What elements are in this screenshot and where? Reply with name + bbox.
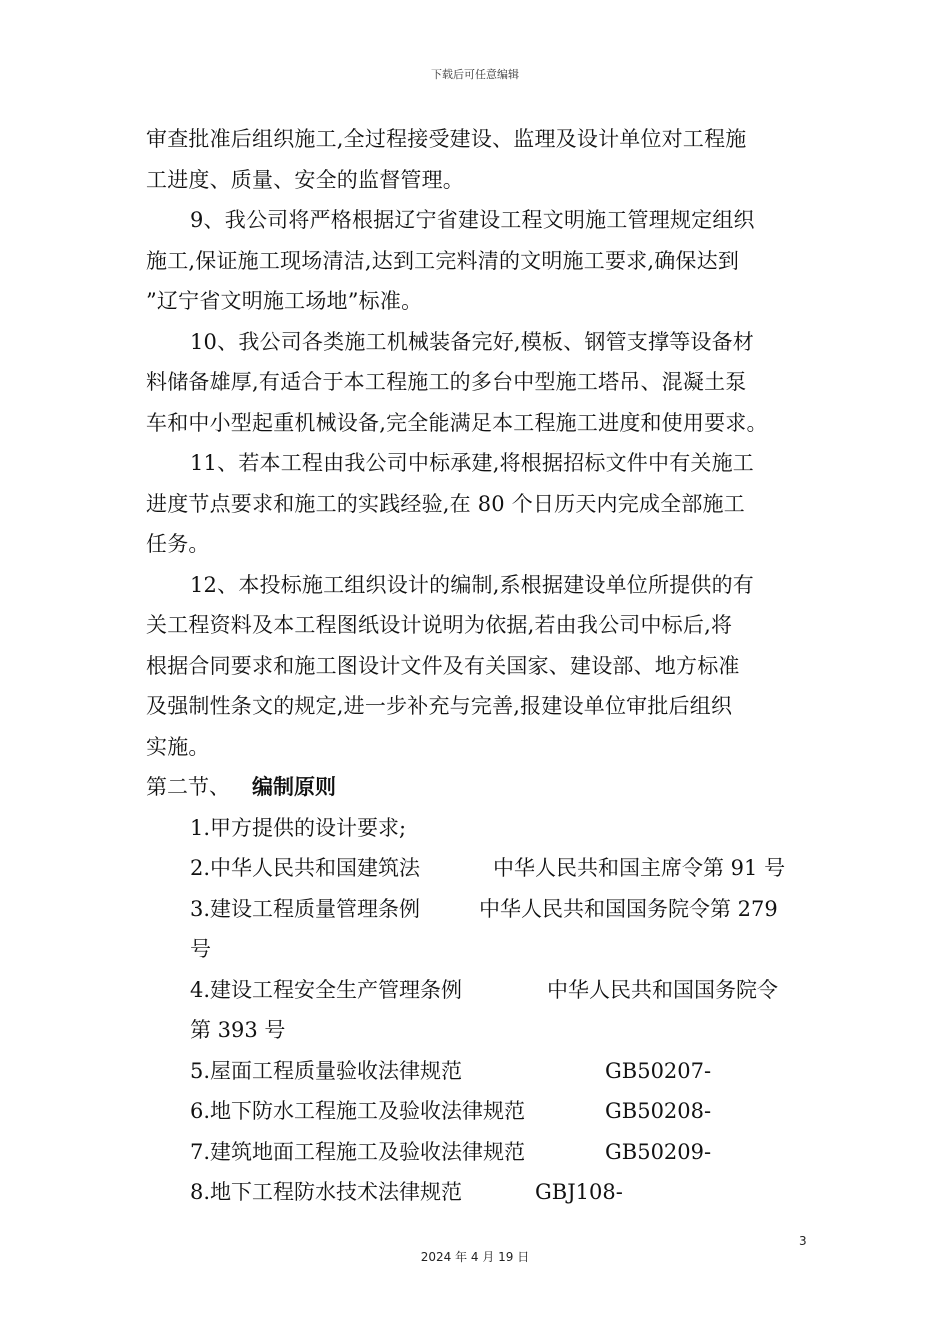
paragraph-item-11: [146, 443, 826, 565]
reference-name: 4.建设工程安全生产管理条例: [190, 977, 463, 1002]
list-item: [146, 929, 826, 970]
list-item: [146, 1132, 826, 1173]
list-item: [146, 889, 826, 930]
reference-name: 6.地下防水工程施工及验收法律规范: [190, 1099, 526, 1123]
section-heading: [146, 767, 826, 808]
text-line: 实施。: [146, 734, 210, 759]
reference-name: 7.建筑地面工程施工及验收法律规范: [190, 1139, 526, 1164]
page-header: 下载后可任意编辑: [431, 68, 519, 81]
text-line: 根据合同要求和施工图设计文件及有关国家、建设部、地方标准: [146, 653, 740, 678]
text-line: 任务。: [146, 532, 210, 556]
list-item: [146, 1010, 826, 1051]
list-item: [146, 1051, 826, 1092]
document-body: [146, 119, 826, 1213]
reference-name: 3.建设工程质量管理条例: [190, 896, 421, 921]
list-item: [146, 808, 826, 849]
text-line: 关工程资料及本工程图纸设计说明为依据,若由我公司中标后,将: [146, 613, 733, 637]
section-number: 第二节、: [146, 775, 230, 799]
reference-code: 中华人民共和国国务院令第 279: [479, 896, 778, 921]
footer-date: 2024 年 4 月 19 日: [420, 1250, 530, 1264]
text-line: ”辽宁省文明施工场地”标准。: [146, 289, 423, 313]
list-item: [146, 848, 826, 889]
reference-name: 5.屋面工程质量验收法律规范: [190, 1058, 463, 1083]
reference-code: GB50207-: [605, 1058, 712, 1083]
text-line: 工进度、质量、安全的监督管理。: [146, 167, 464, 192]
reference-list: [146, 808, 826, 1213]
paragraph-item-10: [146, 322, 826, 444]
text-line: 12、本投标施工组织设计的编制,系根据建设单位所提供的有: [190, 572, 754, 597]
reference-name: 2.中华人民共和国建筑法: [190, 856, 421, 880]
reference-code: GBJ108-: [535, 1180, 623, 1204]
reference-code: GB50208-: [605, 1099, 712, 1123]
reference-name: 第 393 号: [190, 1018, 286, 1042]
list-item: [146, 970, 826, 1011]
reference-code: 中华人民共和国国务院令: [547, 977, 778, 1002]
text-line: 11、若本工程由我公司中标承建,将根据招标文件中有关施工: [190, 451, 754, 475]
text-line: 10、我公司各类施工机械装备完好,模板、钢管支撑等设备材: [190, 329, 754, 354]
text-line: 料储备雄厚,有适合于本工程施工的多台中型施工塔吊、混凝土泵: [146, 370, 747, 394]
text-line: 施工,保证施工现场清洁,达到工完料清的文明施工要求,确保达到: [146, 248, 740, 273]
reference-code: 中华人民共和国主席令第 91 号: [493, 856, 786, 880]
paragraph-item-9: [146, 200, 826, 322]
page-number: 3: [799, 1234, 807, 1248]
reference-name: 号: [190, 937, 211, 961]
list-item: [146, 1172, 826, 1213]
reference-name: 1.甲方提供的设计要求;: [190, 815, 407, 840]
paragraph: [146, 119, 826, 200]
reference-code: GB50209-: [605, 1139, 712, 1164]
list-item: [146, 1091, 826, 1132]
text-line: 及强制性条文的规定,进一步补充与完善,报建设单位审批后组织: [146, 694, 733, 718]
paragraph-item-12: [146, 565, 826, 768]
text-line: 审查批准后组织施工,全过程接受建设、监理及设计单位对工程施: [146, 127, 747, 151]
text-line: 进度节点要求和施工的实践经验,在 80 个日历天内完成全部施工: [146, 491, 745, 516]
reference-name: 8.地下工程防水技术法律规范: [190, 1180, 463, 1204]
section-title: 编制原则: [252, 775, 336, 799]
text-line: 车和中小型起重机械设备,完全能满足本工程施工进度和使用要求。: [146, 410, 768, 435]
text-line: 9、我公司将严格根据辽宁省建设工程文明施工管理规定组织: [190, 208, 755, 232]
